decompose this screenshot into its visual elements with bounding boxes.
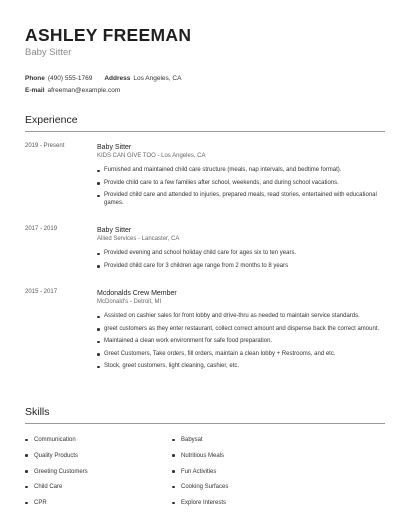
job-dates: 2019 - Present (25, 143, 65, 149)
skill-text: Communication (34, 437, 76, 443)
job-bullets (97, 313, 385, 371)
bullet-icon (97, 182, 100, 185)
contact-row-1 (25, 74, 193, 86)
skill-item (172, 452, 228, 468)
job-employer: KIDS CAN GIVE TOO - Los Angeles, CA (97, 153, 206, 159)
contact-row-2 (25, 86, 193, 98)
contact-info (25, 74, 193, 98)
skill-text: Nutritious Meals (181, 452, 225, 459)
skill-item (25, 499, 88, 515)
address-item (104, 74, 181, 86)
email-label: E-mail (25, 87, 45, 94)
job-bullet (97, 192, 385, 207)
skill-text: Cooking Surfaces (181, 484, 229, 491)
bullet-text: Greet Customers, Take orders, fill orders, maintain a clean lobby + Restrooms, and etc. (104, 350, 336, 357)
job-employer: Allied Services - Lancaster, CA (97, 236, 180, 242)
bullet-icon (97, 170, 100, 173)
job-bullets (97, 167, 385, 207)
skill-item (25, 483, 88, 499)
skill-text: CPR (34, 500, 47, 506)
job-details (97, 226, 385, 275)
skills-heading: Skills (25, 406, 50, 418)
bullet-text: Stock, greet customers, light cleaning, cashier, etc. (104, 363, 240, 369)
bullet-text: Assisted on cashier sales for front lobby and drive-thru as needed to maintain service standards. (104, 313, 360, 319)
skill-text: Child Care (34, 484, 63, 491)
job-bullet (97, 250, 385, 258)
job-details (97, 289, 385, 376)
bullet-text: Provided child care and attended to injuries, prepared meals, read stories, entertained with educational games. (104, 192, 377, 206)
bullet-icon (172, 454, 175, 457)
bullet-icon (97, 316, 100, 319)
skill-text: Fun Activities (181, 468, 217, 475)
bullet-text: Furnished and maintained child care structure (meals, nap intervals, and bedtime format). (104, 167, 342, 173)
job-bullet (97, 363, 385, 371)
experience-heading: Experience (25, 114, 78, 126)
skill-item (25, 468, 88, 484)
skill-item (25, 452, 88, 468)
bullet-icon (97, 366, 100, 369)
bullet-icon (25, 439, 28, 442)
job-bullet (97, 167, 385, 175)
bullet-icon (172, 470, 175, 473)
bullet-icon (25, 486, 28, 489)
address-value: Los Angeles, CA (133, 75, 182, 82)
bullet-icon (97, 341, 100, 344)
bullet-text: Provide child care to a few families after school, weekends, and during school vacations. (104, 179, 339, 186)
bullet-icon (97, 253, 100, 256)
bullet-text: greet customers as they enter restaurant, collect correct amount and dispense back the correct amount. (104, 325, 380, 332)
job-title: Baby Sitter (97, 144, 132, 151)
candidate-role: Baby Sitter (25, 47, 72, 58)
bullet-text: Provided child care for 3 children age range from 2 months to 8 years (104, 262, 289, 269)
skill-text: Greeting Customers (34, 468, 88, 475)
skills-divider (25, 423, 385, 424)
bullet-text: Maintained a clean work environment for safe food preparation. (104, 338, 273, 344)
skill-item (172, 468, 228, 484)
address-label: Address (104, 75, 131, 82)
bullet-text: Provided evening and school holiday child care for ages six to ten years. (104, 250, 297, 256)
phone-item (25, 74, 92, 86)
bullet-icon (97, 195, 100, 198)
skills-column-left (25, 436, 88, 515)
experience-divider (25, 131, 385, 132)
job-dates: 2017 - 2019 (25, 226, 58, 232)
bullet-icon (172, 439, 175, 442)
phone-label: Phone (25, 75, 45, 82)
bullet-icon (97, 265, 100, 268)
skills-column-right (172, 436, 228, 515)
job-bullets (97, 250, 385, 270)
resume-header (25, 25, 191, 58)
bullet-icon (97, 328, 100, 331)
bullet-icon (25, 502, 28, 505)
candidate-name: ASHLEY FREEMAN (25, 25, 192, 45)
job-bullet (97, 338, 385, 346)
job-bullet (97, 180, 385, 188)
email-value: afreeman@example.com (47, 87, 121, 94)
skill-item (172, 499, 228, 515)
job-title: Mcdonalds Crew Member (97, 290, 177, 297)
job-bullet (97, 351, 385, 359)
skill-item (172, 483, 228, 499)
skill-text: Quality Products (34, 452, 79, 459)
job-bullet (97, 326, 385, 334)
job-employer: McDonald's - Detroit, MI (97, 299, 162, 305)
bullet-icon (25, 470, 28, 473)
skill-text: Explore Interests (181, 500, 227, 506)
job-dates: 2015 - 2017 (25, 289, 58, 295)
job-title: Baby Sitter (97, 227, 132, 234)
bullet-icon (97, 353, 100, 356)
bullet-icon (172, 486, 175, 489)
job-details (97, 143, 385, 212)
skill-item (172, 436, 228, 452)
skill-text: Babysat (181, 437, 203, 443)
bullet-icon (172, 502, 175, 505)
job-bullet (97, 313, 385, 321)
bullet-icon (25, 454, 28, 457)
job-bullet (97, 263, 385, 271)
skill-item (25, 436, 88, 452)
email-item (25, 86, 120, 98)
phone-value: (490) 555-1769 (47, 75, 93, 82)
